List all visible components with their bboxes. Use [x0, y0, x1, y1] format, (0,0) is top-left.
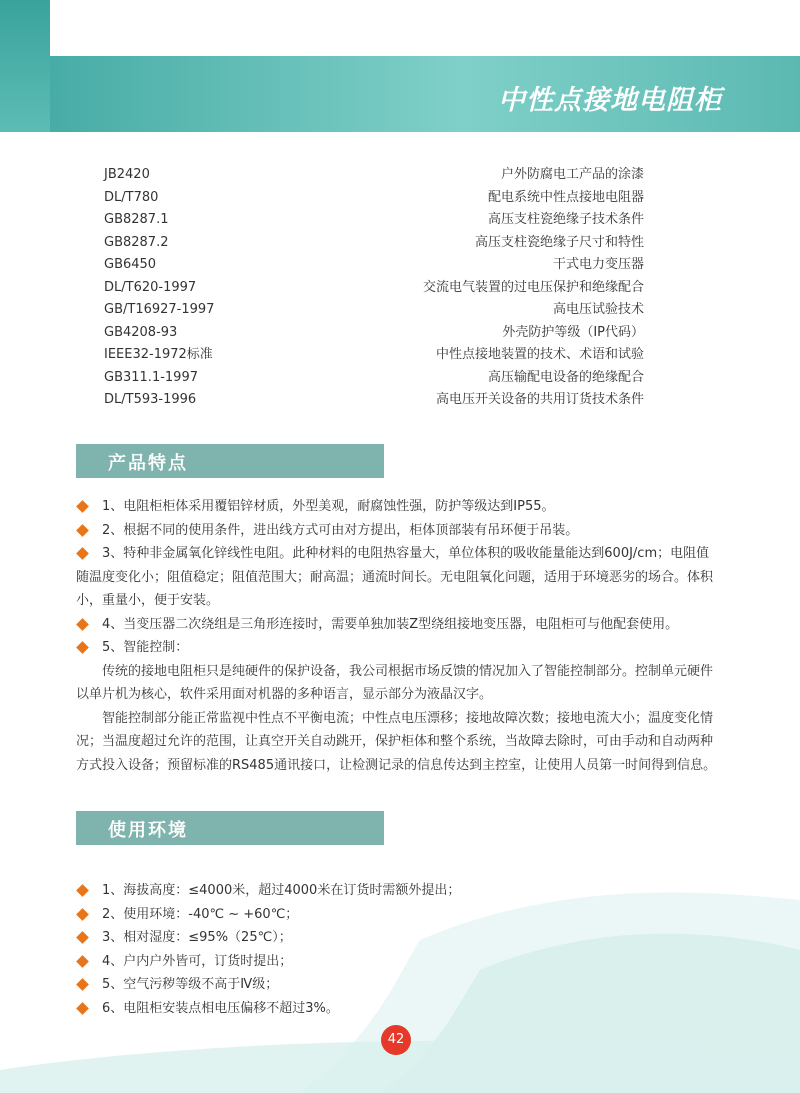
standard-row — [104, 209, 644, 232]
standard-code: JB2420 — [104, 167, 150, 182]
feature-item: 1、电阻柜柜体采用覆铝锌材质，外型美观，耐腐蚀性强，防护等级达到IP55。 — [76, 495, 726, 519]
standard-row — [104, 254, 644, 277]
standard-name: 高压支柱瓷绝缘子尺寸和特性 — [474, 234, 644, 250]
feature-item: 3、特种非金属氧化锌线性电阻。此种材料的电阻热容量大，单位体积的吸收能量能达到600J/cm；电阻值 — [76, 542, 726, 566]
standard-name: 户外防腐电工产品的涂漆 — [500, 167, 644, 182]
paragraph-line: 方式投入设备；预留标准的RS485通讯接口，让检测记录的信息传达到主控室，让使用人员第一时间得到信息。 — [76, 757, 717, 773]
features-heading: 产品特点 — [108, 453, 188, 474]
paragraph-line: 以单片机为核心，软件采用面对机器的多种语言，显示部分为液晶汉字。 — [76, 687, 493, 702]
standard-row — [104, 187, 644, 210]
standard-name: 高电压开关设备的共用订货技术条件 — [435, 392, 644, 407]
environment-item: 5、空气污秽等级不高于Ⅳ级； — [76, 973, 726, 997]
standard-name: 高压输配电设备的绝缘配合 — [487, 369, 644, 385]
standard-name: 高电压试验技术 — [552, 302, 644, 317]
environment-item: 4、户内户外皆可，订货时提出； — [76, 950, 726, 974]
feature-item: 2、根据不同的使用条件，进出线方式可由对方提出，柜体顶部装有吊环便于吊装。 — [76, 519, 726, 543]
header-white-notch — [50, 0, 800, 56]
standard-name: 配电系统中性点接地电阻器 — [487, 189, 644, 205]
paragraph-line: 况；当温度超过允许的范围，让真空开关自动跳开，保护柜体和整个系统，当故障去除时，可由手动和自动两种 — [76, 734, 714, 749]
environment-item: 3、相对湿度：≤95%（25℃）； — [76, 926, 726, 950]
standard-code: IEEE32-1972标准 — [104, 347, 213, 362]
paragraph-line: 传统的接地电阻柜只是纯硬件的保护设备，我公司根据市场反馈的情况加入了智能控制部分。控制单元硬件 — [102, 663, 714, 679]
environment-item: 1、海拔高度：≤4000米，超过4000米在订货时需额外提出； — [76, 879, 726, 903]
environment-item: 2、使用环境：-40℃ ~ +60℃； — [76, 903, 726, 927]
standard-code: GB8287.1 — [104, 212, 169, 227]
standard-name: 交流电气装置的过电压保护和绝缘配合 — [422, 279, 644, 295]
standard-code: GB311.1-1997 — [104, 369, 198, 385]
standard-code: GB8287.2 — [104, 234, 169, 250]
standard-name: 高压支柱瓷绝缘子技术条件 — [487, 212, 644, 227]
feature-item: 5、智能控制： — [76, 636, 726, 660]
standard-row — [104, 322, 644, 345]
standard-row — [104, 232, 644, 255]
standards-list — [104, 164, 644, 412]
paragraph-line: 智能控制部分能正常监视中性点不平衡电流；中性点电压漂移；接地故障次数；接地电流大小；温度变化情 — [102, 710, 714, 726]
standard-code: GB4208-93 — [104, 324, 178, 340]
standard-code: DL/T593-1996 — [104, 392, 197, 407]
left-accent-strip — [0, 0, 50, 132]
feature-item: 4、当变压器二次绕组是三角形连接时，需要单独加装Z型绕组接地变压器，电阻柜可与他配套使用。 — [76, 613, 726, 637]
standard-row — [104, 299, 644, 322]
feature-item-continuation: 小，重量小，便于安装。 — [76, 593, 220, 608]
standard-row — [104, 344, 644, 367]
environment-heading: 使用环境 — [108, 820, 188, 841]
standard-row — [104, 277, 644, 300]
standard-code: DL/T620-1997 — [104, 279, 197, 295]
standard-code: GB6450 — [104, 257, 157, 272]
feature-item-continuation: 随温度变化小；阻值稳定；阻值范围大；耐高温；通流时间长。无电阻氧化问题，适用于环境恶劣的场合。体积 — [76, 569, 714, 585]
environment-section-bar — [76, 811, 384, 845]
environment-item: 6、电阻柜安装点相电压偏移不超过3%。 — [76, 997, 726, 1021]
standard-row — [104, 164, 644, 187]
standard-row — [104, 367, 644, 390]
standard-name: 干式电力变压器 — [552, 257, 644, 272]
standard-row — [104, 389, 644, 412]
standard-name: 中性点接地装置的技术、术语和试验 — [435, 347, 644, 362]
standard-code: DL/T780 — [104, 189, 159, 205]
features-content — [76, 495, 726, 777]
features-section-bar — [76, 444, 384, 478]
environment-content — [76, 879, 726, 1020]
page-number-badge: 42 — [381, 1025, 411, 1055]
page-title: 中性点接地电阻柜 — [498, 85, 722, 116]
standard-name: 外壳防护等级（IP代码） — [502, 324, 644, 340]
standard-code: GB/T16927-1997 — [104, 302, 215, 317]
